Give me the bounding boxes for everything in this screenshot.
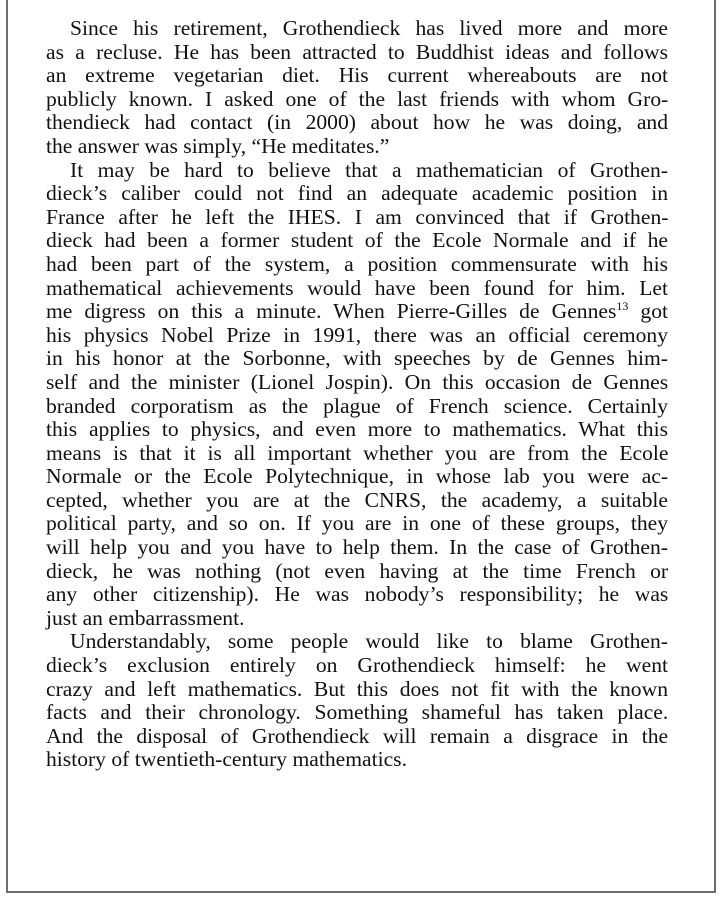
paragraph-3 [46,630,668,772]
footnote-marker: 13 [616,299,629,314]
text-line: history of twentieth-century mathematics. [46,747,407,772]
text-line: had been part of the system, a position commensurate with his [46,251,668,276]
text-line: dieck, he was nothing (not even having at the time French or [46,558,669,583]
text-line: cepted, whether you are at the CNRS, the academy, a suitable [46,487,668,512]
text-line: as a recluse. He has been attracted to Buddhist ideas and follows [46,39,668,64]
text-line: political party, and so on. If you are in one of these groups, they [46,511,668,536]
paragraph-1 [46,17,668,159]
text-line: crazy and left mathematics. But this does not fit with the known [46,676,668,701]
text-line: facts and their chronology. Something shameful has taken place. [46,700,669,725]
text-line: just an embarrassment. [46,605,245,630]
text-line: thendieck had contact (in 2000) about how he was doing, and [46,110,668,135]
text-line-with-footnote [46,300,668,324]
text-line: dieck’s caliber could not find an adequate academic position in [46,181,668,206]
text-line: dieck’s exclusion entirely on Grothendieck himself: he went [46,653,668,678]
text-line: branded corporatism as the plague of French science. Certainly [46,393,669,418]
text-line: self and the minister (Lionel Jospin). On this occasion de Gennes [46,369,669,394]
text-line: dieck had been a former student of the Ecole Normale and if he [46,228,669,253]
text-line: Since his retirement, Grothendieck has lived more and more [70,16,668,40]
text-line: an extreme vegetarian diet. His current whereabouts are not [46,63,669,88]
text-line: And the disposal of Grothendieck will remain a disgrace in the [46,723,669,748]
text-line: Understandably, some people would like to blame Grothen- [70,629,668,654]
text-line: It may be hard to believe that a mathematician of Grothen- [70,157,668,182]
text-line-end: got [628,299,668,324]
text-line: will help you and you have to help them. In the case of Grothen- [46,535,668,560]
text-line: France after he left the IHES. I am convinced that if Grothen- [46,204,669,229]
text-line-start: me digress on this a minute. When Pierre-Gilles de Gennes [46,299,617,324]
text-line: in his honor at the Sorbonne, with speeches by de Gennes him- [46,346,668,371]
text-block [46,17,668,772]
text-line: mathematical achievements would have been found for him. Let [46,275,668,300]
text-line: his physics Nobel Prize in 1991, there was an official ceremony [46,322,668,347]
text-line: means is that it is all important whether you are from the Ecole [46,440,669,465]
text-line: the answer was simply, “He meditates.” [46,133,390,158]
text-line: this applies to physics, and even more to mathematics. What this [46,417,668,442]
text-line: any other citizenship). He was nobody’s responsibility; he was [46,582,669,607]
paragraph-2 [46,159,668,631]
text-line: Normale or the Ecole Polytechnique, in whose lab you were ac- [46,464,669,489]
text-line: publicly known. I asked one of the last friends with whom Gro- [46,86,669,111]
